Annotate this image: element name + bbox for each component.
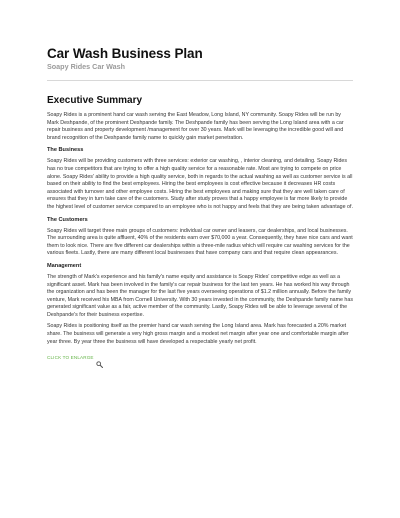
business-text: Soapy Rides will be providing customers with three services: exterior car washing, , interior cleaning, and detailing. Soapy Rides has no true competitors that are trying to offer a high quality service for a reasonable rate. Most are trying to compete on price alone. Soapy Rides' ability to provide a high quality service, both in regards to the actual washing as well as customer service is all based on their ability to find the best employees. Hiring the best employees is cost effective because it decreases HR costs associated with turnover and other employee costs. Hiring the best employees and making sure that they are well taken care of ensures that they in turn take care of the customers. Study after study proves that a happy employee is far more likely to provide the highest level of customer service compared to an employee who is not happy and feels that they are being taken advantage of. [47, 158, 353, 210]
document-title: Car Wash Business Plan [47, 46, 203, 61]
header-divider [47, 80, 353, 81]
customers-text: Soapy Rides will target three main groups of customers: individual car owner and leasers, car dealerships, and local businesses. The surrounding area is quite affluent, 40% of the residents earn over $70,000 a year. Consequently, they have nice cars and want them to look nice. There are five different car dealerships within a three-mile radius which will require car washing services for the various fleets. Lastly, there are many different local businesses that have company cars and that require clean appearances. [47, 227, 353, 257]
document-header [47, 0, 353, 81]
positioning-text: Soapy Rides is positioning itself as the premier hand car wash serving the Long Island area. Mark has forecasted a 20% market share. The business will generate a very high gross margin and a modest net margin after year one and comfortable margin after year three. By year three the business will have developed a respectable yearly net profit. [47, 323, 349, 345]
business-heading: The Business [47, 147, 84, 154]
document-subtitle: Soapy Rides Car Wash [47, 62, 126, 71]
click-to-enlarge-link[interactable] [47, 355, 103, 362]
management-text: The strength of Mark's experience and his family's name equity and assistance is Soapy Rides' competitive edge as well as a significant asset. Mark has been involved in the family's car repair business for the last ten years. He has worked his way through the organization and has been the manager for the last five years overseeing operations of $1.2 million annually. Before the family venture, Mark received his MBA from Cornell University. With 30 years invested in the community, the Deshpande family name has generated significant value as a fair, active member of the community. Lastly, Soapy Rides will be able to leverage several of the Deshpande's for their business expertise. [47, 273, 353, 318]
customers-heading: The Customers [47, 216, 88, 223]
executive-summary-heading: Executive Summary [47, 95, 143, 106]
executive-summary-text: Soapy Rides is a prominent hand car wash serving the East Meadow, Long Island, NY community. Soapy Rides will be run by Mark Deshpande, of the prominent Deshpande family. The Deshpande family has been serving the Long Island area with a car repair business and property development /management for over 30 years. Mark will be leveraging the incredible good will and brand recognition of the Deshpande family name to quickly gain market penetration. [47, 112, 344, 141]
management-heading: Management [47, 262, 82, 269]
magnifier-icon [96, 355, 103, 362]
click-to-enlarge-label: CLICK TO ENLARGE [47, 355, 94, 361]
